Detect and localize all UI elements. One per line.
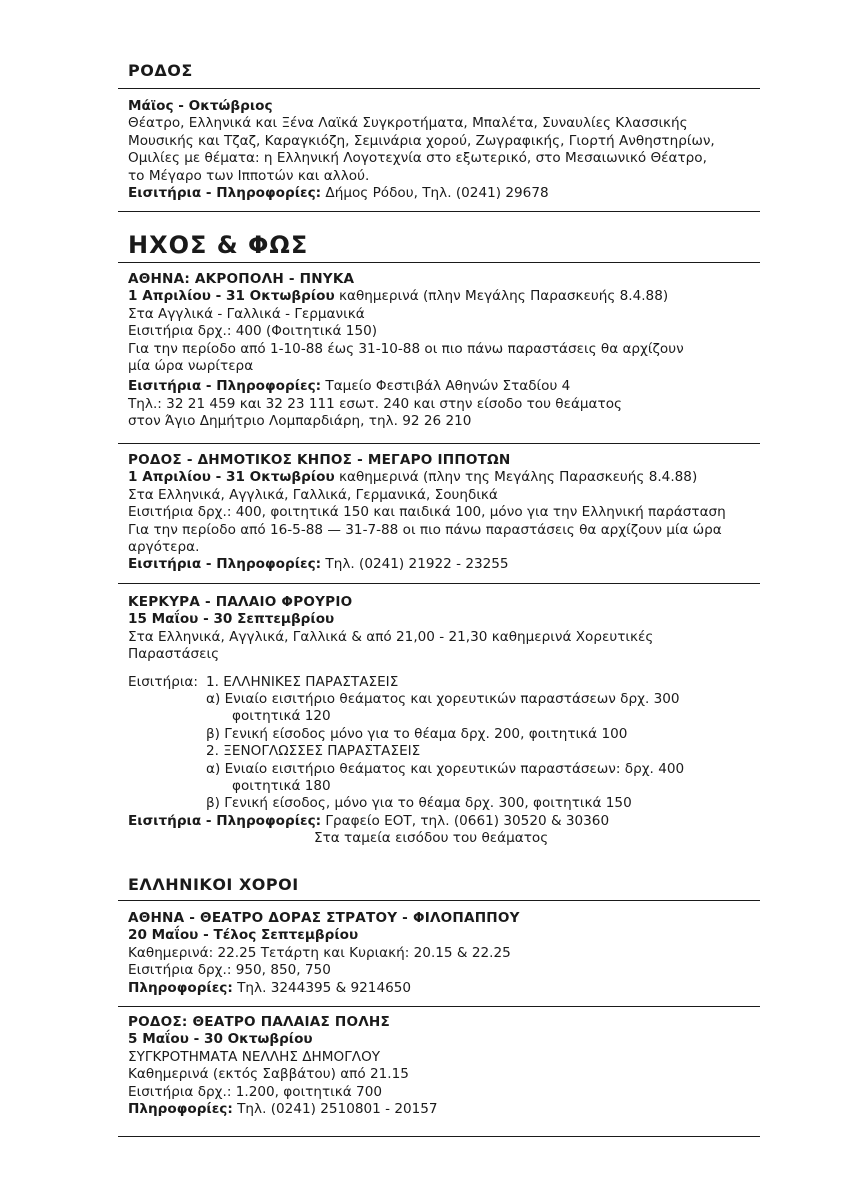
dates-rest: καθημερινά (πλην της Μεγάλης Παρασκευής 8.4.88) <box>334 469 698 486</box>
venue-info <box>128 556 768 573</box>
tickets-line: 2. ΞΕΝΟΓΛΩΣΣΕΣ ΠΑΡΑΣΤΑΣΕΙΣ <box>206 743 421 760</box>
venue-line: Καθημερινά: 22.25 Τετάρτη και Κυριακή: 20.15 & 22.25 <box>128 944 511 961</box>
dances-rhodes-block <box>128 1014 768 1118</box>
venue-dates <box>128 288 768 305</box>
venue-line: μία ώρα νωρίτερα <box>128 358 254 375</box>
venue-info <box>128 980 768 997</box>
sound-light-corfu-block <box>128 594 768 848</box>
venue-line: Παραστάσεις <box>128 646 220 663</box>
venue-title: ΑΘΗΝΑ: ΑΚΡΟΠΟΛΗ - ΠΝΥΚΑ <box>128 271 355 287</box>
dates-bold: 1 Απριλίου - 31 Οκτωβρίου <box>128 469 335 486</box>
divider <box>118 1136 760 1137</box>
info-value: Τηλ. 3244395 & 9214650 <box>232 979 412 996</box>
tickets-list <box>128 674 768 813</box>
venue-info <box>128 378 768 395</box>
rodos-intro-block <box>128 98 768 202</box>
venue-dates <box>128 469 768 486</box>
venue-dates: 20 Μαΐου - Τέλος Σεπτεμβρίου <box>128 927 359 944</box>
tickets-line: 1. ΕΛΛΗΝΙΚΕΣ ΠΑΡΑΣΤΑΣΕΙΣ <box>206 673 399 690</box>
dances-athens-block <box>128 910 768 997</box>
venue-title: ΡΟΔΟΣ: ΘΕΑΤΡΟ ΠΑΛΑΙΑΣ ΠΟΛΗΣ <box>128 1014 390 1030</box>
venue-line: αργότερα. <box>128 539 200 556</box>
tickets-line: α) Ενιαίο εισιτήριο θεάματος και χορευτικών παραστάσεων δρχ. 300 <box>206 691 680 708</box>
venue-title: ΡΟΔΟΣ - ΔΗΜΟΤΙΚΟΣ ΚΗΠΟΣ - ΜΕΓΑΡΟ ΙΠΠΟΤΩΝ <box>128 452 511 468</box>
venue-info-line: Τηλ.: 32 21 459 και 32 23 111 εσωτ. 240 και στην είσοδο του θεάματος <box>128 395 622 412</box>
venue-line: Στα Ελληνικά, Αγγλικά, Γαλλικά & από 21,00 - 21,30 καθημερινά Χορευτικές <box>128 628 654 645</box>
rodos-intro-period: Μάϊος - Οκτώβριος <box>128 98 273 114</box>
tickets-line: β) Γενική είσοδος μόνο για το θέαμα δρχ. 200, φοιτητικά 100 <box>206 725 628 742</box>
divider <box>118 900 760 901</box>
info-value: Γραφείο ΕΟΤ, τηλ. (0661) 30520 & 30360 <box>321 812 610 829</box>
dates-bold: 1 Απριλίου - 31 Οκτωβρίου <box>128 288 335 305</box>
venue-info <box>128 813 768 830</box>
rodos-intro-line: Μουσικής και Τζαζ, Καραγκιόζη, Σεμινάρια χορού, Ζωγραφικής, Γιορτή Ανθηστηρίων, <box>128 132 715 149</box>
info-label: Εισιτήρια - Πληροφορίες: <box>128 185 322 202</box>
info-value: Τηλ. (0241) 21922 - 23255 <box>321 556 509 573</box>
venue-line: ΣΥΓΚΡΟΤΗΜΑΤΑ ΝΕΛΛΗΣ ΔΗΜΟΓΛΟΥ <box>128 1048 381 1065</box>
rodos-intro-info <box>128 185 768 202</box>
info-label: Πληροφορίες: <box>128 979 233 996</box>
info-label: Πληροφορίες: <box>128 1101 233 1118</box>
venue-line: Για την περίοδο από 16-5-88 — 31-7-88 οι πιο πάνω παραστάσεις θα αρχίζουν μία ώρα <box>128 521 722 538</box>
info-label: Εισιτήρια - Πληροφορίες: <box>128 812 322 829</box>
divider <box>118 1006 760 1007</box>
sound-light-athens-block <box>128 271 768 431</box>
rodos-intro-line: Θέατρο, Ελληνικά και Ξένα Λαϊκά Συγκροτήματα, Μπαλέτα, Συναυλίες Κλασσικής <box>128 115 688 132</box>
info-value: Ταμείο Φεστιβάλ Αθηνών Σταδίου 4 <box>321 378 571 395</box>
section-heading-rodos: ΡΟΔΟΣ <box>128 61 193 80</box>
tickets-line: φοιτητικά 120 <box>232 708 331 725</box>
tickets-line: φοιτητικά 180 <box>232 778 331 795</box>
venue-line: Στα Αγγλικά - Γαλλικά - Γερμανικά <box>128 305 365 322</box>
venue-line: Για την περίοδο από 1-10-88 έως 31-10-88 οι πιο πάνω παραστάσεις θα αρχίζουν <box>128 340 684 357</box>
venue-line: Στα Ελληνικά, Αγγλικά, Γαλλικά, Γερμανικά, Σουηδικά <box>128 486 498 503</box>
venue-line: Εισιτήρια δρχ.: 400, φοιτητικά 150 και παιδικά 100, μόνο για την Ελληνική παράσταση <box>128 504 726 521</box>
venue-info-line: στον Άγιο Δημήτριο Λομπαρδιάρη, τηλ. 92 26 210 <box>128 413 472 430</box>
venue-title: ΑΘΗΝΑ - ΘΕΑΤΡΟ ΔΟΡΑΣ ΣΤΡΑΤΟΥ - ΦΙΛΟΠΑΠΠΟΥ <box>128 910 520 926</box>
info-value: Τηλ. (0241) 2510801 - 20157 <box>232 1101 438 1118</box>
divider <box>118 443 760 444</box>
venue-info-line: Στα ταμεία εισόδου του θεάματος <box>314 830 549 847</box>
venue-title: ΚΕΡΚΥΡΑ - ΠΑΛΑΙΟ ΦΡΟΥΡΙΟ <box>128 594 353 610</box>
divider <box>118 583 760 584</box>
info-label: Εισιτήρια - Πληροφορίες: <box>128 556 322 573</box>
dates-rest: καθημερινά (πλην Μεγάλης Παρασκευής 8.4.88) <box>334 288 669 305</box>
divider <box>118 88 760 89</box>
info-value: Δήμος Ρόδου, Τηλ. (0241) 29678 <box>321 185 549 202</box>
tickets-line: β) Γενική είσοδος, μόνο για το θέαμα δρχ. 300, φοιτητικά 150 <box>206 795 632 812</box>
section-heading-sound-light: ΗΧΟΣ & ΦΩΣ <box>128 231 309 259</box>
venue-line: Καθημερινά (εκτός Σαββάτου) από 21.15 <box>128 1066 409 1083</box>
sound-light-rhodes-block <box>128 452 768 574</box>
venue-line: Εισιτήρια δρχ.: 1.200, φοιτητικά 700 <box>128 1083 383 1100</box>
venue-dates: 5 Μαΐου - 30 Οκτωβρίου <box>128 1031 313 1048</box>
divider <box>118 211 760 212</box>
venue-info <box>128 1101 768 1118</box>
venue-line: Εισιτήρια δρχ.: 950, 850, 750 <box>128 962 331 979</box>
divider <box>118 262 760 263</box>
venue-line: Εισιτήρια δρχ.: 400 (Φοιτητικά 150) <box>128 323 378 340</box>
info-label: Εισιτήρια - Πληροφορίες: <box>128 378 322 395</box>
tickets-label: Εισιτήρια: <box>128 673 198 690</box>
rodos-intro-line: το Μέγαρο των Ιπποτών και αλλού. <box>128 167 370 184</box>
venue-dates: 15 Μαΐου - 30 Σεπτεμβρίου <box>128 611 335 628</box>
section-heading-greek-dances: ΕΛΛΗΝΙΚΟΙ ΧΟΡΟΙ <box>128 875 299 894</box>
rodos-intro-line: Ομιλίες με θέματα: η Ελληνική Λογοτεχνία στο εξωτερικό, στο Μεσαιωνικό Θέατρο, <box>128 150 707 167</box>
tickets-line: α) Ενιαίο εισιτήριο θεάματος και χορευτικών παραστάσεων: δρχ. 400 <box>206 760 685 777</box>
